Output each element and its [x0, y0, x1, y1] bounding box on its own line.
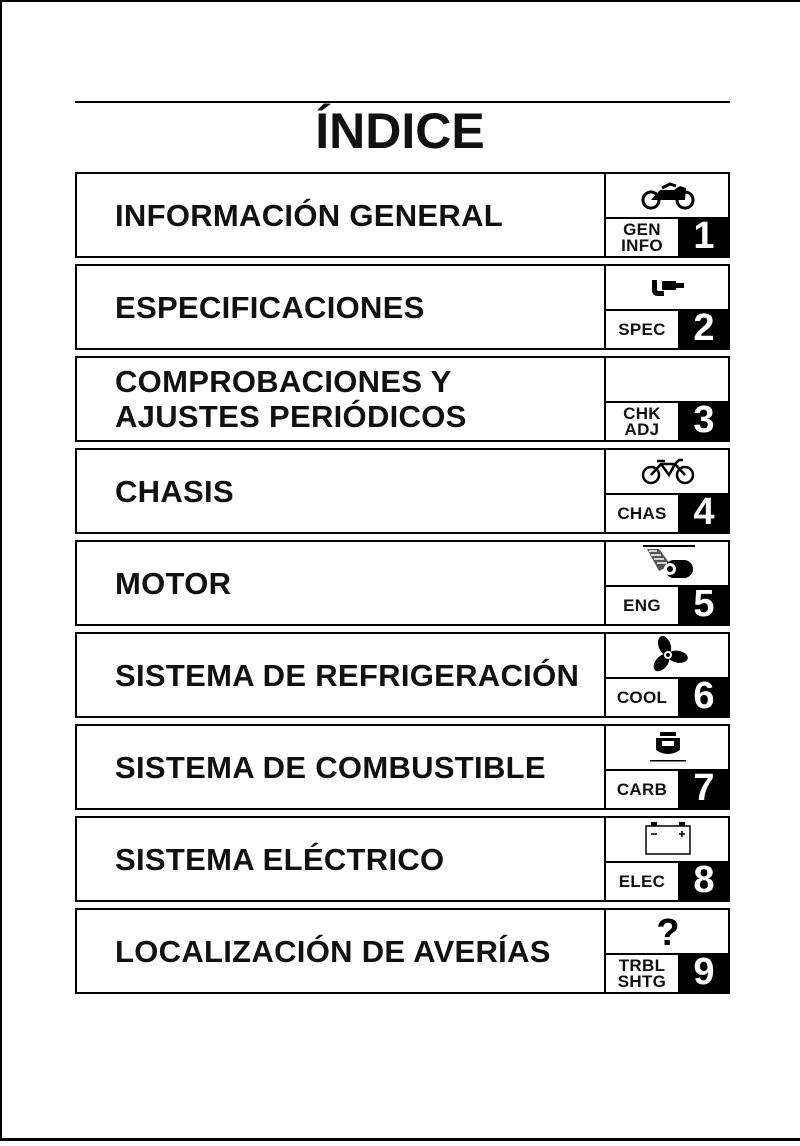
- chapter-number: 3: [678, 401, 730, 440]
- chapter-code-box: [606, 493, 678, 532]
- question-mark-icon: [606, 912, 730, 950]
- chapter-code-box: [606, 861, 678, 900]
- chapter-number: 4: [678, 493, 730, 532]
- chapter-label: SISTEMA DE COMBUSTIBLE: [115, 749, 546, 785]
- chapter-row-eng[interactable]: [75, 540, 730, 626]
- chapter-row-chas[interactable]: [75, 448, 730, 534]
- chapter-row-spec[interactable]: [75, 264, 730, 350]
- chapter-number: 8: [678, 861, 730, 900]
- micrometer-icon: [606, 268, 730, 306]
- chapter-code: ENG: [623, 595, 661, 615]
- chapter-tab[interactable]: [604, 358, 730, 440]
- battery-icon: [606, 820, 730, 858]
- chapter-row-gen-info[interactable]: [75, 172, 730, 258]
- motorcycle-icon: [606, 176, 730, 214]
- chapter-number: 9: [678, 953, 730, 992]
- chapter-number: 7: [678, 769, 730, 808]
- chapter-label: INFORMACIÓN GENERAL: [115, 197, 504, 233]
- chapter-code-box: [606, 401, 678, 440]
- chapter-code: CARB: [616, 779, 668, 799]
- chapter-code-box: [606, 585, 678, 624]
- engine-piston-icon: [606, 544, 730, 582]
- page-title: ÍNDICE: [315, 103, 485, 159]
- chapter-tab[interactable]: [604, 910, 730, 992]
- chapter-code-box: [606, 769, 678, 808]
- chapter-label: SISTEMA DE REFRIGERACIÓN: [115, 657, 580, 693]
- chapter-tab[interactable]: [604, 174, 730, 256]
- chapter-code-box: [606, 953, 678, 992]
- chapter-code: CHAS: [617, 503, 667, 523]
- chapter-number: 6: [678, 677, 730, 716]
- chapter-code: TRBL SHTG: [617, 955, 667, 991]
- chapter-code: CHK ADJ: [623, 403, 661, 439]
- chapter-number: 1: [678, 217, 730, 256]
- chapter-code: GEN INFO: [621, 219, 663, 255]
- chapter-tab[interactable]: [604, 266, 730, 348]
- chapter-label: SISTEMA ELÉCTRICO: [115, 841, 445, 877]
- chapter-number: 2: [678, 309, 730, 348]
- carburetor-icon: [606, 728, 730, 766]
- blank-icon-area: [606, 360, 730, 398]
- chapter-tab[interactable]: [604, 542, 730, 624]
- chapter-code: SPEC: [618, 319, 666, 339]
- bicycle-icon: [606, 452, 730, 490]
- chapter-number: 5: [678, 585, 730, 624]
- svg-text:?: ?: [656, 912, 680, 950]
- fan-icon: [606, 636, 730, 674]
- page-border-left: [0, 0, 2, 1141]
- chapter-label: MOTOR: [115, 565, 232, 601]
- page-border-bottom: [0, 1138, 800, 1141]
- page-border-top: [0, 0, 800, 2]
- chapter-tab[interactable]: [604, 818, 730, 900]
- chapter-row-trbl-shtg[interactable]: [75, 908, 730, 994]
- chapter-code: ELEC: [618, 871, 666, 891]
- chapter-code: COOL: [616, 687, 668, 707]
- chapter-code-box: [606, 677, 678, 716]
- chapter-label: COMPROBACIONES Y AJUSTES PERIÓDICOS: [115, 364, 467, 434]
- chapter-row-carb[interactable]: [75, 724, 730, 810]
- chapter-row-chk-adj[interactable]: [75, 356, 730, 442]
- chapter-code-box: [606, 217, 678, 256]
- chapter-row-cool[interactable]: [75, 632, 730, 718]
- chapter-label: ESPECIFICACIONES: [115, 289, 425, 325]
- chapter-label: CHASIS: [115, 473, 234, 509]
- chapter-tab[interactable]: [604, 634, 730, 716]
- chapter-tab[interactable]: [604, 450, 730, 532]
- chapter-row-elec[interactable]: [75, 816, 730, 902]
- chapter-code-box: [606, 309, 678, 348]
- chapter-label: LOCALIZACIÓN DE AVERÍAS: [115, 933, 551, 969]
- chapter-tab[interactable]: [604, 726, 730, 808]
